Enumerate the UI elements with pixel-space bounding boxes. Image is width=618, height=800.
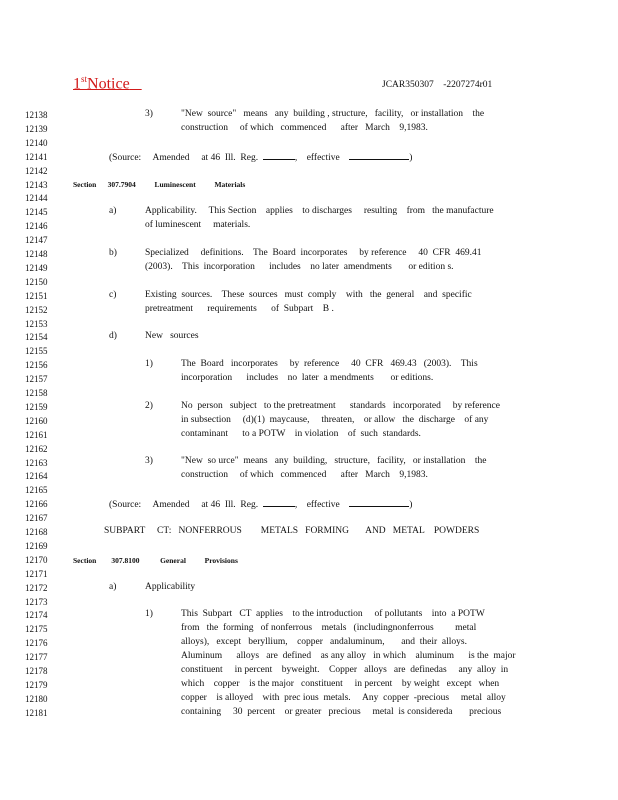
body-line: "New so urce" means any building, structure, facility, or installation the [181, 456, 487, 466]
para-marker: 3) [145, 456, 153, 466]
para-marker: c) [109, 290, 117, 300]
blank-line [263, 498, 295, 507]
line-number: 12172 [25, 582, 48, 593]
body-line: containing 30 percent or greater precious metal is considereda precious [181, 707, 502, 717]
source-text: (Source: Amended at 46 Ill. Reg. [109, 153, 259, 163]
body-line: in subsection (d)(1) maycause, threaten, or allow the discharge of any [181, 415, 489, 425]
body-line: constituent in percent byweight. Copper alloys are definedas any alloy in [181, 665, 509, 675]
line-number: 12155 [25, 346, 48, 357]
line-number: 12154 [25, 332, 48, 343]
line-number: 12141 [25, 151, 48, 162]
body-line: pretreatment requirements of Subpart B . [145, 304, 334, 314]
body-line: construction of which commenced after March 9,1983. [181, 470, 428, 480]
line-number: 12162 [25, 443, 48, 454]
notice-suffix: st [81, 74, 88, 84]
para-marker: b) [109, 248, 117, 258]
line-number: 12139 [25, 123, 48, 134]
line-number: 12159 [25, 401, 48, 412]
line-number: 12167 [25, 513, 48, 524]
line-number: 12145 [25, 207, 48, 218]
blank-line [263, 151, 295, 160]
line-number: 12160 [25, 415, 48, 426]
body-line: Existing sources. These sources must comply with the general and specific [145, 290, 472, 300]
body-line: Specialized definitions. The Board incorporates by reference 40 CFR 469.41 [145, 248, 482, 258]
body-line: copper is alloyed with prec ious metals. Any copper -precious metal alloy [181, 693, 506, 703]
line-number: 12142 [25, 165, 48, 176]
line-number: 12156 [25, 360, 48, 371]
line-number: 12152 [25, 304, 48, 315]
body-line: New sources [145, 331, 199, 341]
line-number: 12178 [25, 666, 48, 676]
line-number: 12146 [25, 221, 48, 232]
body-line: contaminant to a POTW in violation of such standards. [181, 429, 421, 439]
body-line: The Board incorporates by reference 40 CFR 469.43 (2003). This [181, 359, 478, 369]
body-line: of luminescent materials. [145, 220, 251, 230]
line-number: 12144 [25, 193, 48, 204]
line-number: 12161 [25, 429, 48, 440]
line-number: 12150 [25, 276, 48, 287]
body-line: "New source" means any building , structure, facility, or installation the [181, 109, 485, 119]
para-marker: a) [109, 582, 117, 592]
para-marker: 1) [145, 609, 153, 619]
line-number: 12181 [25, 707, 48, 718]
blank-line [349, 151, 409, 160]
line-number: 12179 [25, 679, 48, 690]
line-number: 12158 [25, 388, 48, 398]
source-note: (Source: Amended at 46 Ill. Reg. , effective ) [109, 500, 413, 510]
line-number: 12147 [25, 235, 48, 246]
body-line: Applicability [145, 582, 196, 592]
line-number: 12177 [25, 652, 48, 663]
body-line: from the forming of nonferrous metals (includingnonferrous metal [181, 623, 477, 633]
body-line: Applicability. This Section applies to discharges resulting from the manufacture [145, 206, 494, 216]
line-number: 12163 [25, 457, 48, 468]
document-id: JCAR350307 -2207274r01 [382, 80, 493, 90]
line-number: 12164 [25, 471, 48, 482]
line-number: 12171 [25, 568, 48, 579]
para-marker: d) [109, 331, 117, 341]
line-number: 12140 [25, 137, 48, 148]
line-number: 12173 [25, 596, 48, 607]
line-number: 12153 [25, 318, 48, 329]
source-text: effective [306, 500, 340, 510]
line-number: 12175 [25, 624, 48, 635]
line-number: 12168 [25, 527, 48, 537]
line-number: 12174 [25, 610, 48, 621]
notice-number: 1 [73, 75, 81, 93]
body-line: incorporation includes no later a mendments or editions. [181, 373, 434, 383]
body-line: No person subject to the pretreatment standards incorporated by reference [181, 401, 500, 411]
section-heading: Section 307.8100 General Provisions [73, 556, 238, 565]
line-number: 12165 [25, 485, 48, 496]
line-number: 12149 [25, 262, 48, 273]
body-line: construction of which commenced after March 9,1983. [181, 123, 428, 133]
para-marker: 1) [145, 359, 153, 369]
line-number: 12176 [25, 638, 48, 649]
line-number: 12143 [25, 179, 48, 190]
line-number: 12138 [25, 110, 48, 120]
line-number: 12151 [25, 290, 48, 301]
notice-word: Notice [87, 75, 130, 93]
para-marker: a) [109, 206, 117, 216]
line-number: 12180 [25, 693, 48, 704]
body-line: which copper is the major constituent in percent by weight except when [181, 679, 500, 689]
line-number: 12166 [25, 499, 48, 510]
blank-line [349, 498, 409, 507]
body-line: This Subpart CT applies to the introduction of pollutants into a POTW [181, 609, 485, 619]
line-number: 12170 [25, 554, 48, 565]
para-marker: 3) [145, 109, 153, 119]
para-marker: 2) [145, 401, 153, 411]
line-number: 12169 [25, 540, 48, 551]
section-heading: Section 307.7904 Luminescent Materials [73, 180, 246, 189]
subpart-heading: SUBPART CT: NONFERROUS METALS FORMING AND METAL POWDERS [104, 526, 480, 536]
notice-label [73, 74, 142, 93]
body-line: alloys), except beryllium, copper andaluminum, and their alloys. [181, 637, 467, 647]
line-number: 12157 [25, 374, 48, 385]
line-number: 12148 [25, 249, 48, 259]
source-text: (Source: Amended at 46 Ill. Reg. [109, 500, 259, 510]
source-note: (Source: Amended at 46 Ill. Reg. , effective ) [109, 153, 413, 163]
source-text: effective [306, 153, 340, 163]
body-line: Aluminum alloys are defined as any alloy in which aluminum is the major [181, 651, 516, 661]
body-line: (2003). This incorporation includes no later amendments or edition s. [145, 262, 454, 272]
